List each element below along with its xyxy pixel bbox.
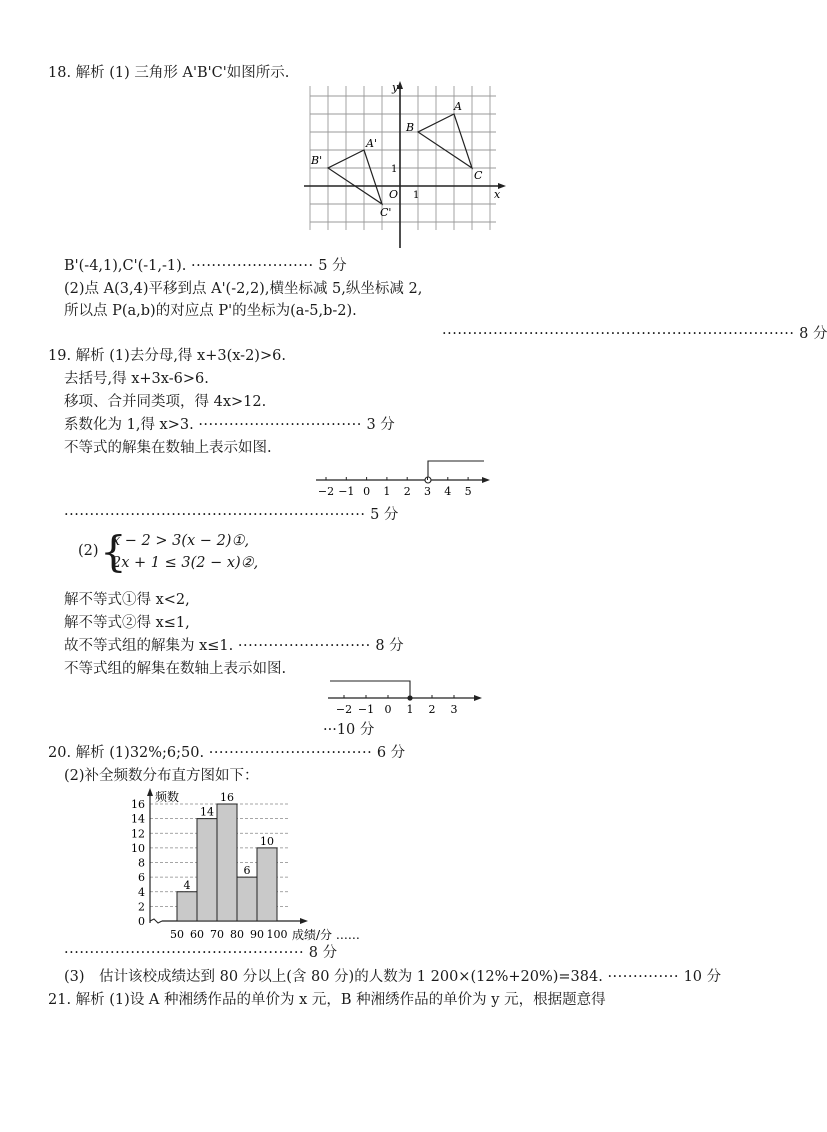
tick-label: −2	[335, 703, 353, 716]
system-label: (2)	[78, 543, 99, 559]
tick-label: 1	[383, 485, 391, 498]
y-tick-label: 0	[138, 915, 145, 928]
score-dots: ···············································	[64, 945, 305, 961]
triangle-a1b1c1	[328, 150, 382, 204]
score-dots: ···························································	[64, 507, 366, 523]
y-tick-label: 14	[131, 812, 145, 826]
q19-line-2: 去括号,得 x+3x-6>6.	[64, 371, 209, 387]
y-tick-label: 4	[138, 885, 145, 899]
tick-label: 1	[406, 703, 414, 716]
q18-line-1: 18. 解析 (1) 三角形 A'B'C'如图所示.	[48, 65, 290, 81]
q20-answer: 20. 解析 (1)32%;6;50.	[48, 745, 205, 761]
q19-line-1: 19. 解析 (1)去分母,得 x+3(x-2)>6.	[48, 348, 286, 364]
score-label: 5 分	[370, 507, 399, 523]
q18-line-5	[442, 324, 827, 344]
q18-line-4: 所以点 P(a,b)的对应点 P'的坐标为(a-5,b-2).	[64, 303, 357, 319]
x-tick-label: 80	[230, 928, 244, 941]
tick-label: −1	[338, 485, 355, 498]
x-axis-arrow	[300, 918, 308, 924]
q19-line-8: 解不等式②得 x≤1,	[64, 615, 190, 631]
y-axis-label: 频数	[155, 790, 180, 804]
bar-value-label: 4	[183, 878, 191, 892]
tick-label: 2	[428, 703, 436, 716]
y-axis-arrow	[147, 788, 153, 796]
histogram-bar	[177, 892, 197, 921]
left-brace: {	[100, 527, 127, 576]
histogram-bar	[197, 819, 217, 921]
x-axis-label: 成绩/分 ……	[292, 928, 360, 942]
score-label: 8 分	[308, 945, 338, 961]
x-tick-label: 70	[210, 928, 224, 941]
y-tick-label: 12	[131, 827, 145, 841]
number-line-2	[324, 676, 484, 718]
score-label: 5 分	[318, 258, 347, 274]
tick-label: −2	[317, 485, 335, 498]
axis-break	[150, 919, 162, 923]
x-tick-label: 90	[250, 928, 264, 941]
solution-ray	[330, 681, 410, 698]
y-axis-label: y	[392, 81, 399, 94]
q18-answer-coords: B'(-4,1),C'(-1,-1).	[64, 258, 187, 274]
y-tick-label: 8	[138, 856, 145, 870]
tick-label: 4	[444, 485, 452, 498]
number-line-1	[312, 456, 492, 502]
score-dots: ·····································································	[442, 326, 795, 342]
solution-ray	[428, 461, 484, 480]
tick-label: 0	[384, 703, 392, 716]
score-dots: ································	[198, 417, 362, 433]
histogram-bar	[217, 804, 237, 921]
q18-line-2	[64, 256, 347, 276]
point-b1-label: B'	[311, 154, 323, 167]
y-tick-label: 16	[131, 798, 145, 811]
y-unit-label: 1	[391, 164, 398, 175]
point-a-label: A	[454, 100, 462, 113]
score-label: 10 分	[683, 969, 722, 985]
bar-value-label: 6	[243, 864, 251, 878]
origin-label: O	[389, 188, 399, 201]
y-tick-label: 2	[138, 900, 145, 914]
score-label: 8 分	[799, 326, 827, 342]
point-c-label: C	[474, 169, 483, 182]
system-equation-1: x − 2 > 3(x − 2)①,	[112, 533, 250, 549]
histogram-bar	[257, 848, 277, 921]
histogram-bar	[237, 877, 257, 921]
score-label: 8 分	[375, 638, 404, 654]
q20-estimate: (3) 估计该校成绩达到 80 分以上(含 80 分)的人数为 1 200×(12%+20%)=384.	[64, 969, 603, 985]
score-dots: ································	[208, 745, 373, 761]
q19-system-solution: 故不等式组的解集为 x≤1.	[64, 638, 234, 654]
q19-line-10: 不等式组的解集在数轴上表示如图.	[64, 661, 287, 677]
q20-line-2: (2)补全频数分布直方图如下：	[64, 768, 259, 784]
q19-line-11: ···10 分	[323, 722, 375, 738]
q19-line-3: 移项、合并同类项，得 4x>12.	[64, 394, 267, 410]
point-a1-label: A'	[366, 137, 377, 150]
y-tick-label: 6	[138, 871, 145, 885]
score-dots: ··························	[237, 638, 371, 654]
tick-label: 5	[464, 485, 472, 498]
x-unit-label: 1	[413, 190, 420, 201]
q19-line-6	[64, 505, 398, 525]
tick-label: 0	[363, 485, 371, 498]
q18-coordinate-figure	[300, 80, 510, 255]
y-tick-label: 10	[131, 841, 145, 855]
q20-line-1	[48, 743, 405, 763]
q20-line-3	[64, 943, 337, 963]
point-b-label: B	[406, 121, 415, 134]
x-axis-label: x	[494, 188, 501, 201]
x-tick-label: 60	[190, 928, 204, 941]
bar-value-label: 16	[220, 791, 234, 804]
q19-line-9	[64, 636, 404, 656]
tick-label: −1	[357, 703, 375, 716]
q20-line-4	[64, 967, 721, 987]
system-equation-2: 2x + 1 ≤ 3(2 − x)②,	[112, 555, 259, 571]
bar-value-label: 10	[260, 834, 274, 848]
x-tick-label: 100	[266, 928, 288, 941]
x-tick-label: 50	[170, 928, 184, 941]
frequency-histogram	[120, 788, 380, 948]
score-label: 6 分	[376, 745, 406, 761]
q21-line-1: 21. 解析 (1)设 A 种湘绣作品的单价为 x 元，B 种湘绣作品的单价为 y 元，根据题意得	[48, 992, 606, 1008]
score-dots: ··············	[607, 969, 679, 985]
bar-value-label: 14	[200, 805, 214, 819]
q19-line-7: 解不等式①得 x<2,	[64, 592, 190, 608]
q19-line-4	[64, 415, 395, 435]
q19-line-5: 不等式的解集在数轴上表示如图.	[64, 440, 272, 456]
score-dots: ························	[191, 258, 314, 274]
tick-label: 3	[450, 703, 458, 716]
score-label: 3 分	[366, 417, 395, 433]
point-c1-label: C'	[380, 206, 392, 219]
tick-label: 2	[403, 485, 411, 498]
triangle-abc	[418, 114, 472, 168]
tick-label: 3	[424, 485, 431, 498]
q19-solution: 系数化为 1,得 x>3.	[64, 417, 194, 433]
q18-line-3: (2)点 A(3,4)平移到点 A'(-2,2),横坐标减 5,纵坐标减 2,	[64, 281, 423, 297]
